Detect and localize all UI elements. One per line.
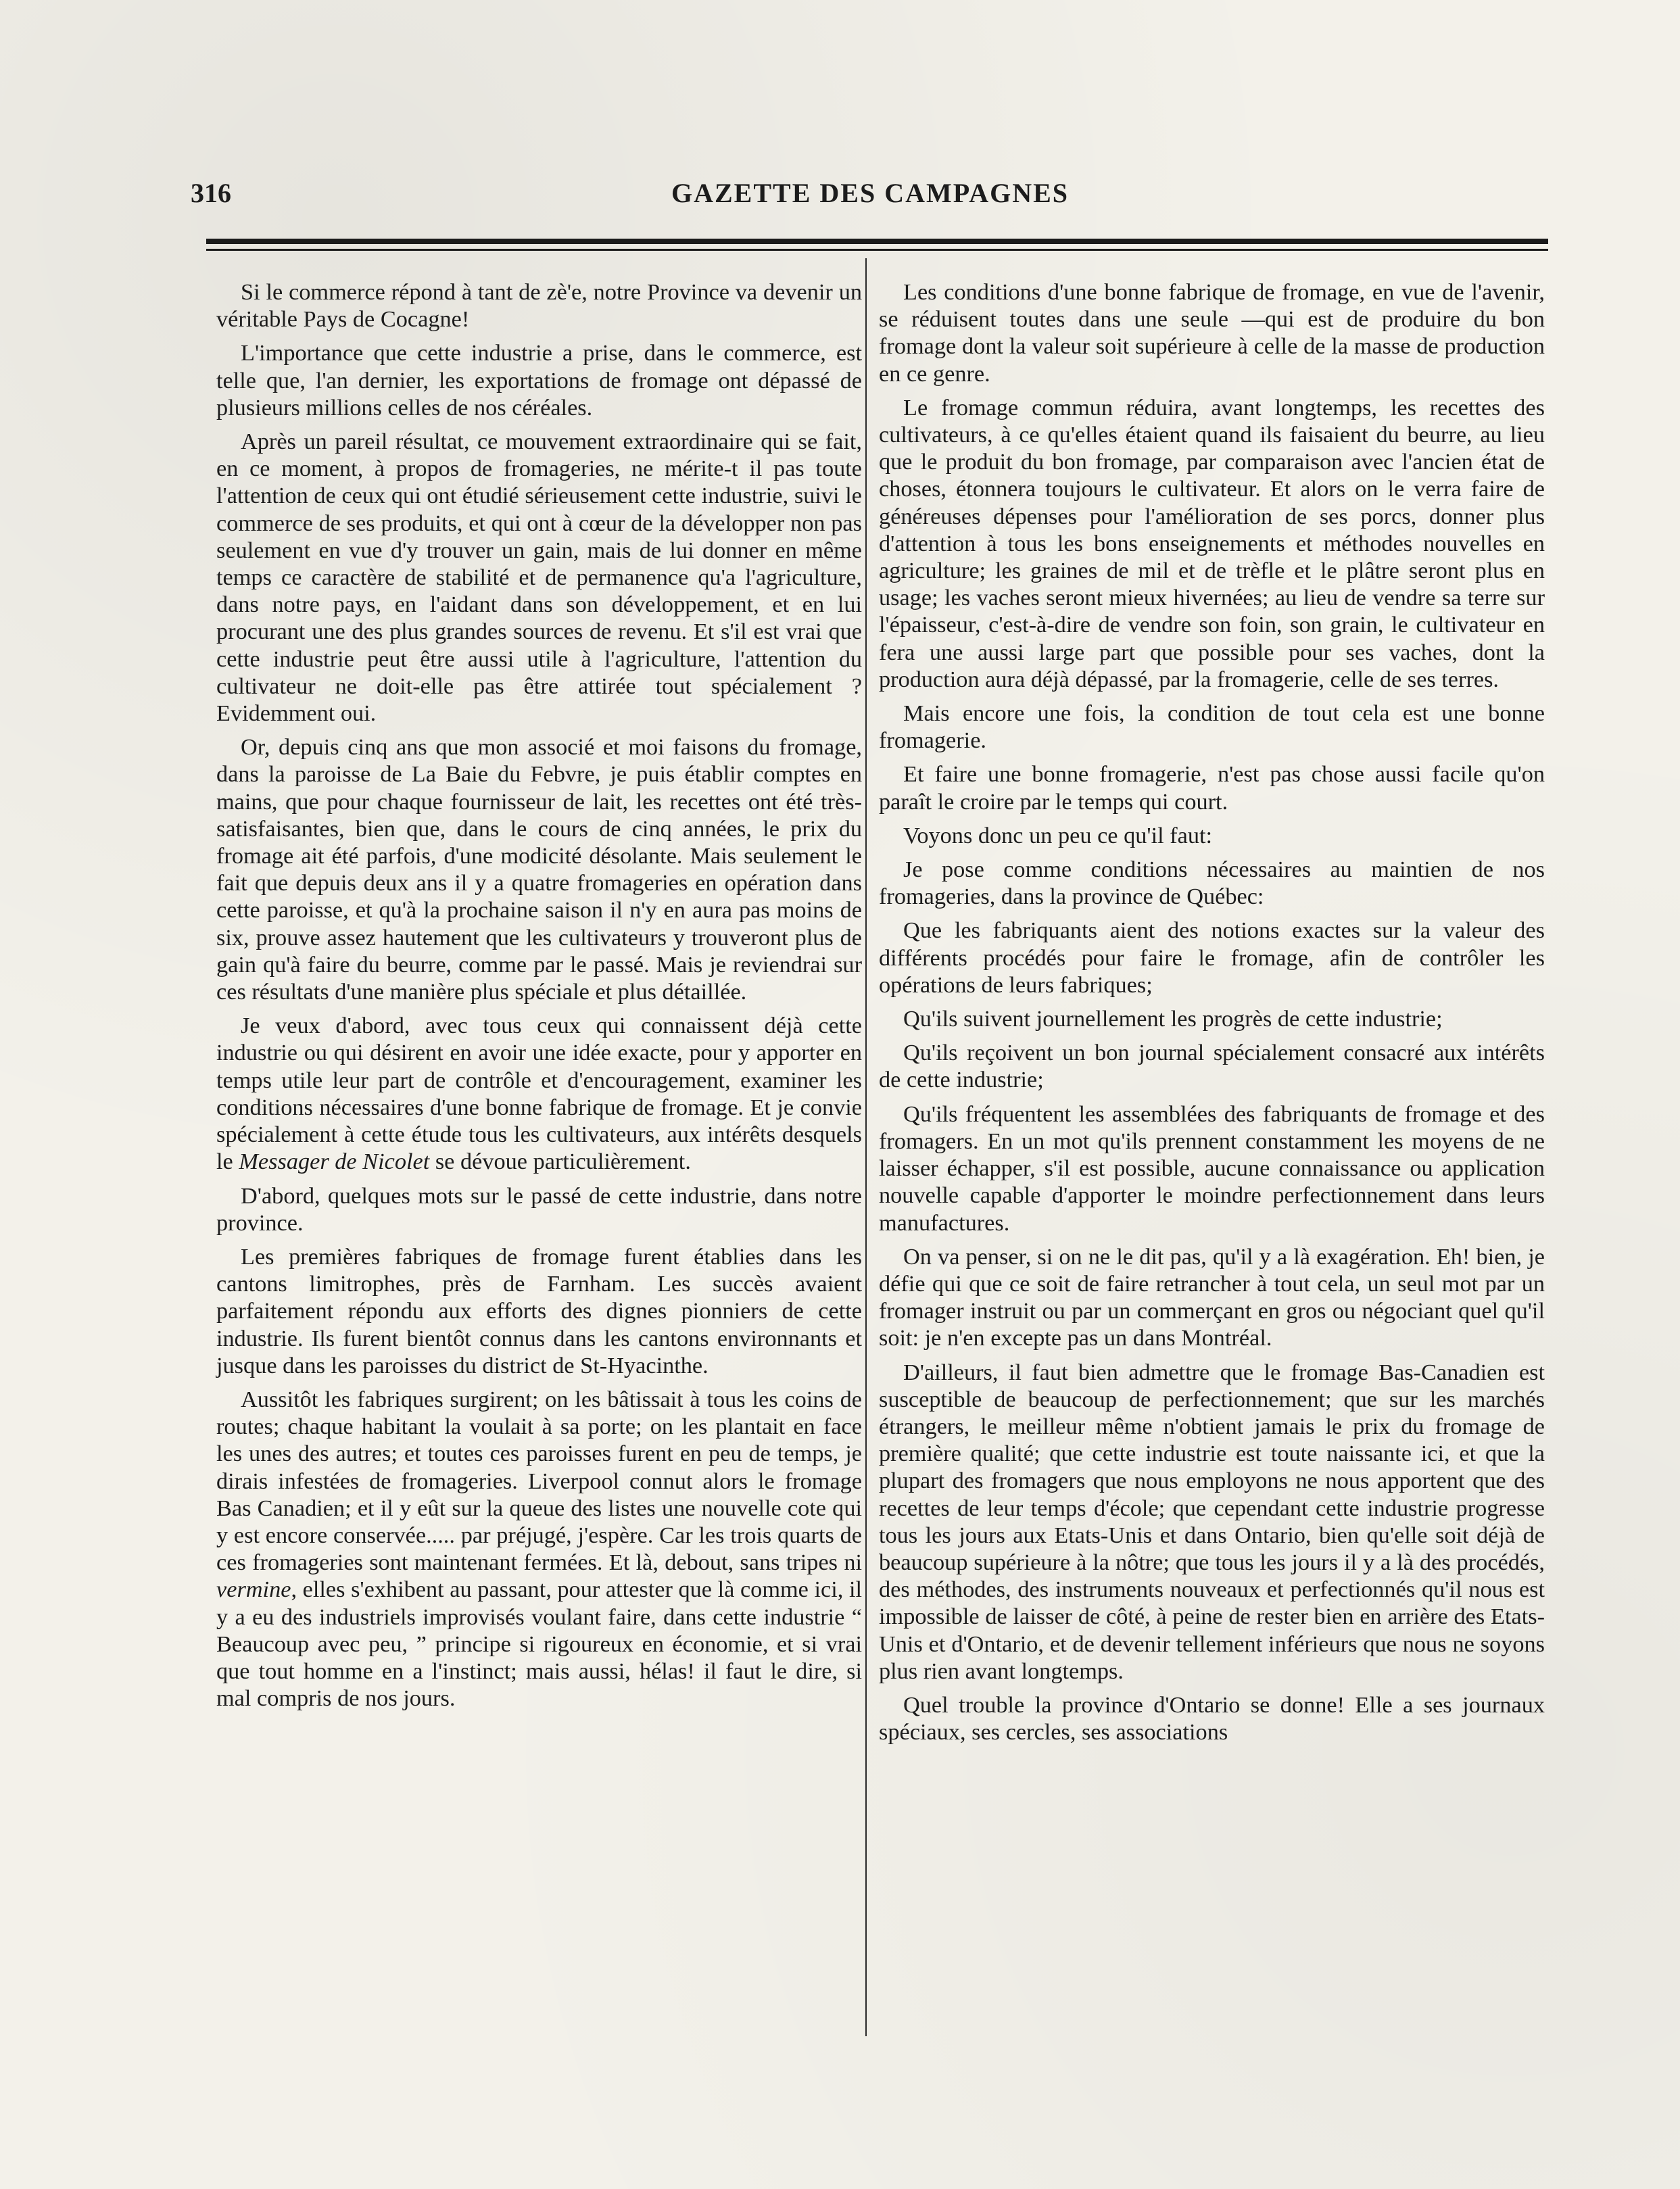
running-title: GAZETTE DES CAMPAGNES [671, 178, 1069, 208]
paragraph: Quel trouble la province d'Ontario se donne! Elle a ses journaux spéciaux, ses cercles, ses associations [879, 1691, 1545, 1746]
emphasis: vermine [216, 1577, 291, 1603]
left-column [216, 279, 862, 1718]
paragraph: Le fromage commun réduira, avant longtemps, les recettes des cultivateurs, à ce qu'elles étaient quand ils faisaient du beurre, au lieu que le produit du bon fromage, par comparaison avec l'ancien état de choses, étonnera toujours le cultivateur. Et alors on le verra faire de généreuses dépenses pour l'amélioration de ses porcs, donner plus d'attention à tous les bons enseignements et méthodes nouvelles en agriculture; les graines de mil et de trèfle et le plâtre seront plus en usage; les vaches seront mieux hivernées; au lieu de vendre sa terre sur l'épaisseur, c'est-à-dire de vendre son foin, son grain, le cultivateur en fera une aussi large part que possible pour ses vaches, dont la production aura déjà dépassé, par la fromagerie, celle de ses terres. [879, 394, 1545, 692]
paragraph: Les conditions d'une bonne fabrique de fromage, en vue de l'avenir, se réduisent toutes dans une seule —qui est de produire du bon fromage dont la valeur soit supérieure à celle de la masse de production en ce genre. [879, 279, 1545, 387]
paragraph: On va penser, si on ne le dit pas, qu'il y a là exagération. Eh! bien, je défie qui que ce soit de faire retrancher à tout cela, un seul mot par un fromager instruit ou par un commerçant en gros ou négociant quel qu'il soit: je n'en excepte pas un dans Montréal. [879, 1243, 1545, 1351]
paragraph: Qu'ils suivent journellement les progrès de cette industrie; [903, 1006, 1443, 1032]
paragraph: L'importance que cette industrie a prise, dans le commerce, est telle que, l'an dernier, les exportations de fromage ont dépassé de plusieurs millions celles de nos céréales. [216, 340, 862, 420]
paragraph: Mais encore une fois, la condition de tout cela est une bonne fromagerie. [879, 700, 1545, 754]
paragraph-text: Je veux d'abord, avec tous ceux qui connaissent déjà cette industrie ou qui désirent en avoir une idée exacte, pour y apporter en temps utile leur part de contrôle et d'encouragement, examiner les conditions nécessaires d'une bonne fabrique de fromage. Et je convie spécialement à cette étude tous les cultivateurs, aux intérêts desquels le [216, 1013, 862, 1175]
paragraph: D'abord, quelques mots sur le passé de cette industrie, dans notre province. [216, 1182, 862, 1236]
paragraph: Si le commerce répond à tant de zè'e, notre Province va devenir un véritable Pays de Cocagne! [216, 279, 862, 333]
page-header [191, 177, 1550, 218]
paragraph [216, 1012, 862, 1175]
paragraph: Qu'ils reçoivent un bon journal spécialement consacré aux intérêts de cette industrie; [879, 1040, 1545, 1093]
paragraph [216, 1386, 862, 1712]
right-column [879, 279, 1545, 1752]
paragraph: Les premières fabriques de fromage furent établies dans les cantons limitrophes, près de Farnham. Les succès avaient parfaitement répondu aux efforts des dignes pionniers de cette industrie. Ils furent bientôt connus dans les cantons environnants et jusque dans les paroisses du district de St-Hyacinthe. [216, 1243, 862, 1378]
paragraph-text: , elles s'exhibent au passant, pour attester que là comme ici, il y a eu des industriels improvisés voulant faire, dans cette industrie “ Beaucoup avec peu, ” principe si rigoureux en économie, et si vrai que tout homme en a l'instinct; mais aussi, hélas! il faut le dire, si mal compris de nos jours. [216, 1577, 862, 1712]
paragraph-text: Aussitôt les fabriques surgirent; on les bâtissait à tous les coins de routes; chaque habitant la voulait à sa porte; on les plantait en face les unes des autres; et toutes ces paroisses furent en peu de temps, je dirais infestées de fromageries. Liverpool connut alors le fromage Bas Canadien; et il y eût sur la queue des listes une nouvelle cote qui y est encore conservée..... par préjugé, j'espère. Car les trois quarts de ces fromageries sont maintenant fermées. Et là, debout, sans tripes ni [216, 1386, 862, 1576]
header-rule-thin [206, 249, 1548, 251]
paragraph: Que les fabriquants aient des notions exactes sur la valeur des différents procédés pour faire le fromage, afin de contrôler les opérations de leurs fabriques; [879, 917, 1545, 998]
paragraph: Voyons donc un peu ce qu'il faut: [903, 822, 1213, 848]
paragraph: Je pose comme conditions nécessaires au maintien de nos fromageries, dans la province de Québec: [879, 857, 1545, 910]
paragraph: Or, depuis cinq ans que mon associé et moi faisons du fromage, dans la paroisse de La Baie du Febvre, je puis établir comptes en mains, que pour chaque fournisseur de lait, les recettes ont été très-satisfaisantes, bien que, dans le cours de cinq années, le prix du fromage ait été parfois, d'une modicité désolante. Mais seulement le fait que depuis deux ans il y a quatre fromageries en opération dans cette paroisse, et qu'à la prochaine saison il n'y en aura pas moins de six, prouve assez hautement que les cultivateurs y trouveront plus de gain qu'à faire du beurre, comme par le passé. Mais je reviendrai sur ces résultats d'une manière plus spéciale et plus détaillée. [216, 734, 862, 1005]
paragraph-text: se dévoue particulièrement. [429, 1149, 691, 1175]
paragraph: Qu'ils fréquentent les assemblées des fabriquants de fromage et des fromagers. En un mot qu'ils prennent constamment les moyens de ne laisser échapper, s'il est possible, aucune connaissance ou application nouvelle capable d'apporter le moindre perfectionnement dans leurs manufactures. [879, 1101, 1545, 1236]
column-divider [865, 258, 867, 2036]
paragraph: Après un pareil résultat, ce mouvement extraordinaire qui se fait, en ce moment, à propos de fromageries, ne mérite-t il pas toute l'attention de ceux qui ont étudié sérieusement cette industrie, suivi le commerce de ses produits, et qui ont à cœur de la développer non pas seulement en vue d'y trouver un gain, mais de lui donner en même temps ce caractère de stabilité et de permanence qu'a l'agriculture, dans notre pays, en l'aidant dans son développement, et en lui procurant une des plus grandes sources de revenu. Et s'il est vrai que cette industrie peut être aussi utile à l'agriculture, l'attention du cultivateur ne doit-elle pas être attirée tout spécialement ? Evidemment oui. [216, 429, 862, 727]
newspaper-name: Messager de Nicolet [239, 1149, 430, 1175]
paragraph: D'ailleurs, il faut bien admettre que le fromage Bas-Canadien est susceptible de beaucoup de perfectionnement; que sur les marchés étrangers, le meilleur même n'obtient jamais le prix du fromage de première qualité; que cette industrie est toute naissante ici, et que la plupart des fromagers que nous employons ne nous apportent que des recettes de leur temps d'école; que cependant cette industrie progresse tous les jours aux Etats-Unis et dans Ontario, bien qu'elle soit déjà de beaucoup supérieure à la nôtre; que tous les jours il y a là des procédés, des méthodes, des instruments nouveaux et perfectionnés qu'il nous est impossible de laisser de côté, à peine de rester bien en arrière des Etats-Unis et d'Ontario, et de devenir tellement inférieurs que nous ne soyons plus rien avant longtemps. [879, 1359, 1545, 1684]
header-rule-thick [206, 239, 1548, 244]
page-number: 316 [191, 178, 231, 208]
paragraph: Et faire une bonne fromagerie, n'est pas chose aussi facile qu'on paraît le croire par le temps qui court. [879, 761, 1545, 815]
